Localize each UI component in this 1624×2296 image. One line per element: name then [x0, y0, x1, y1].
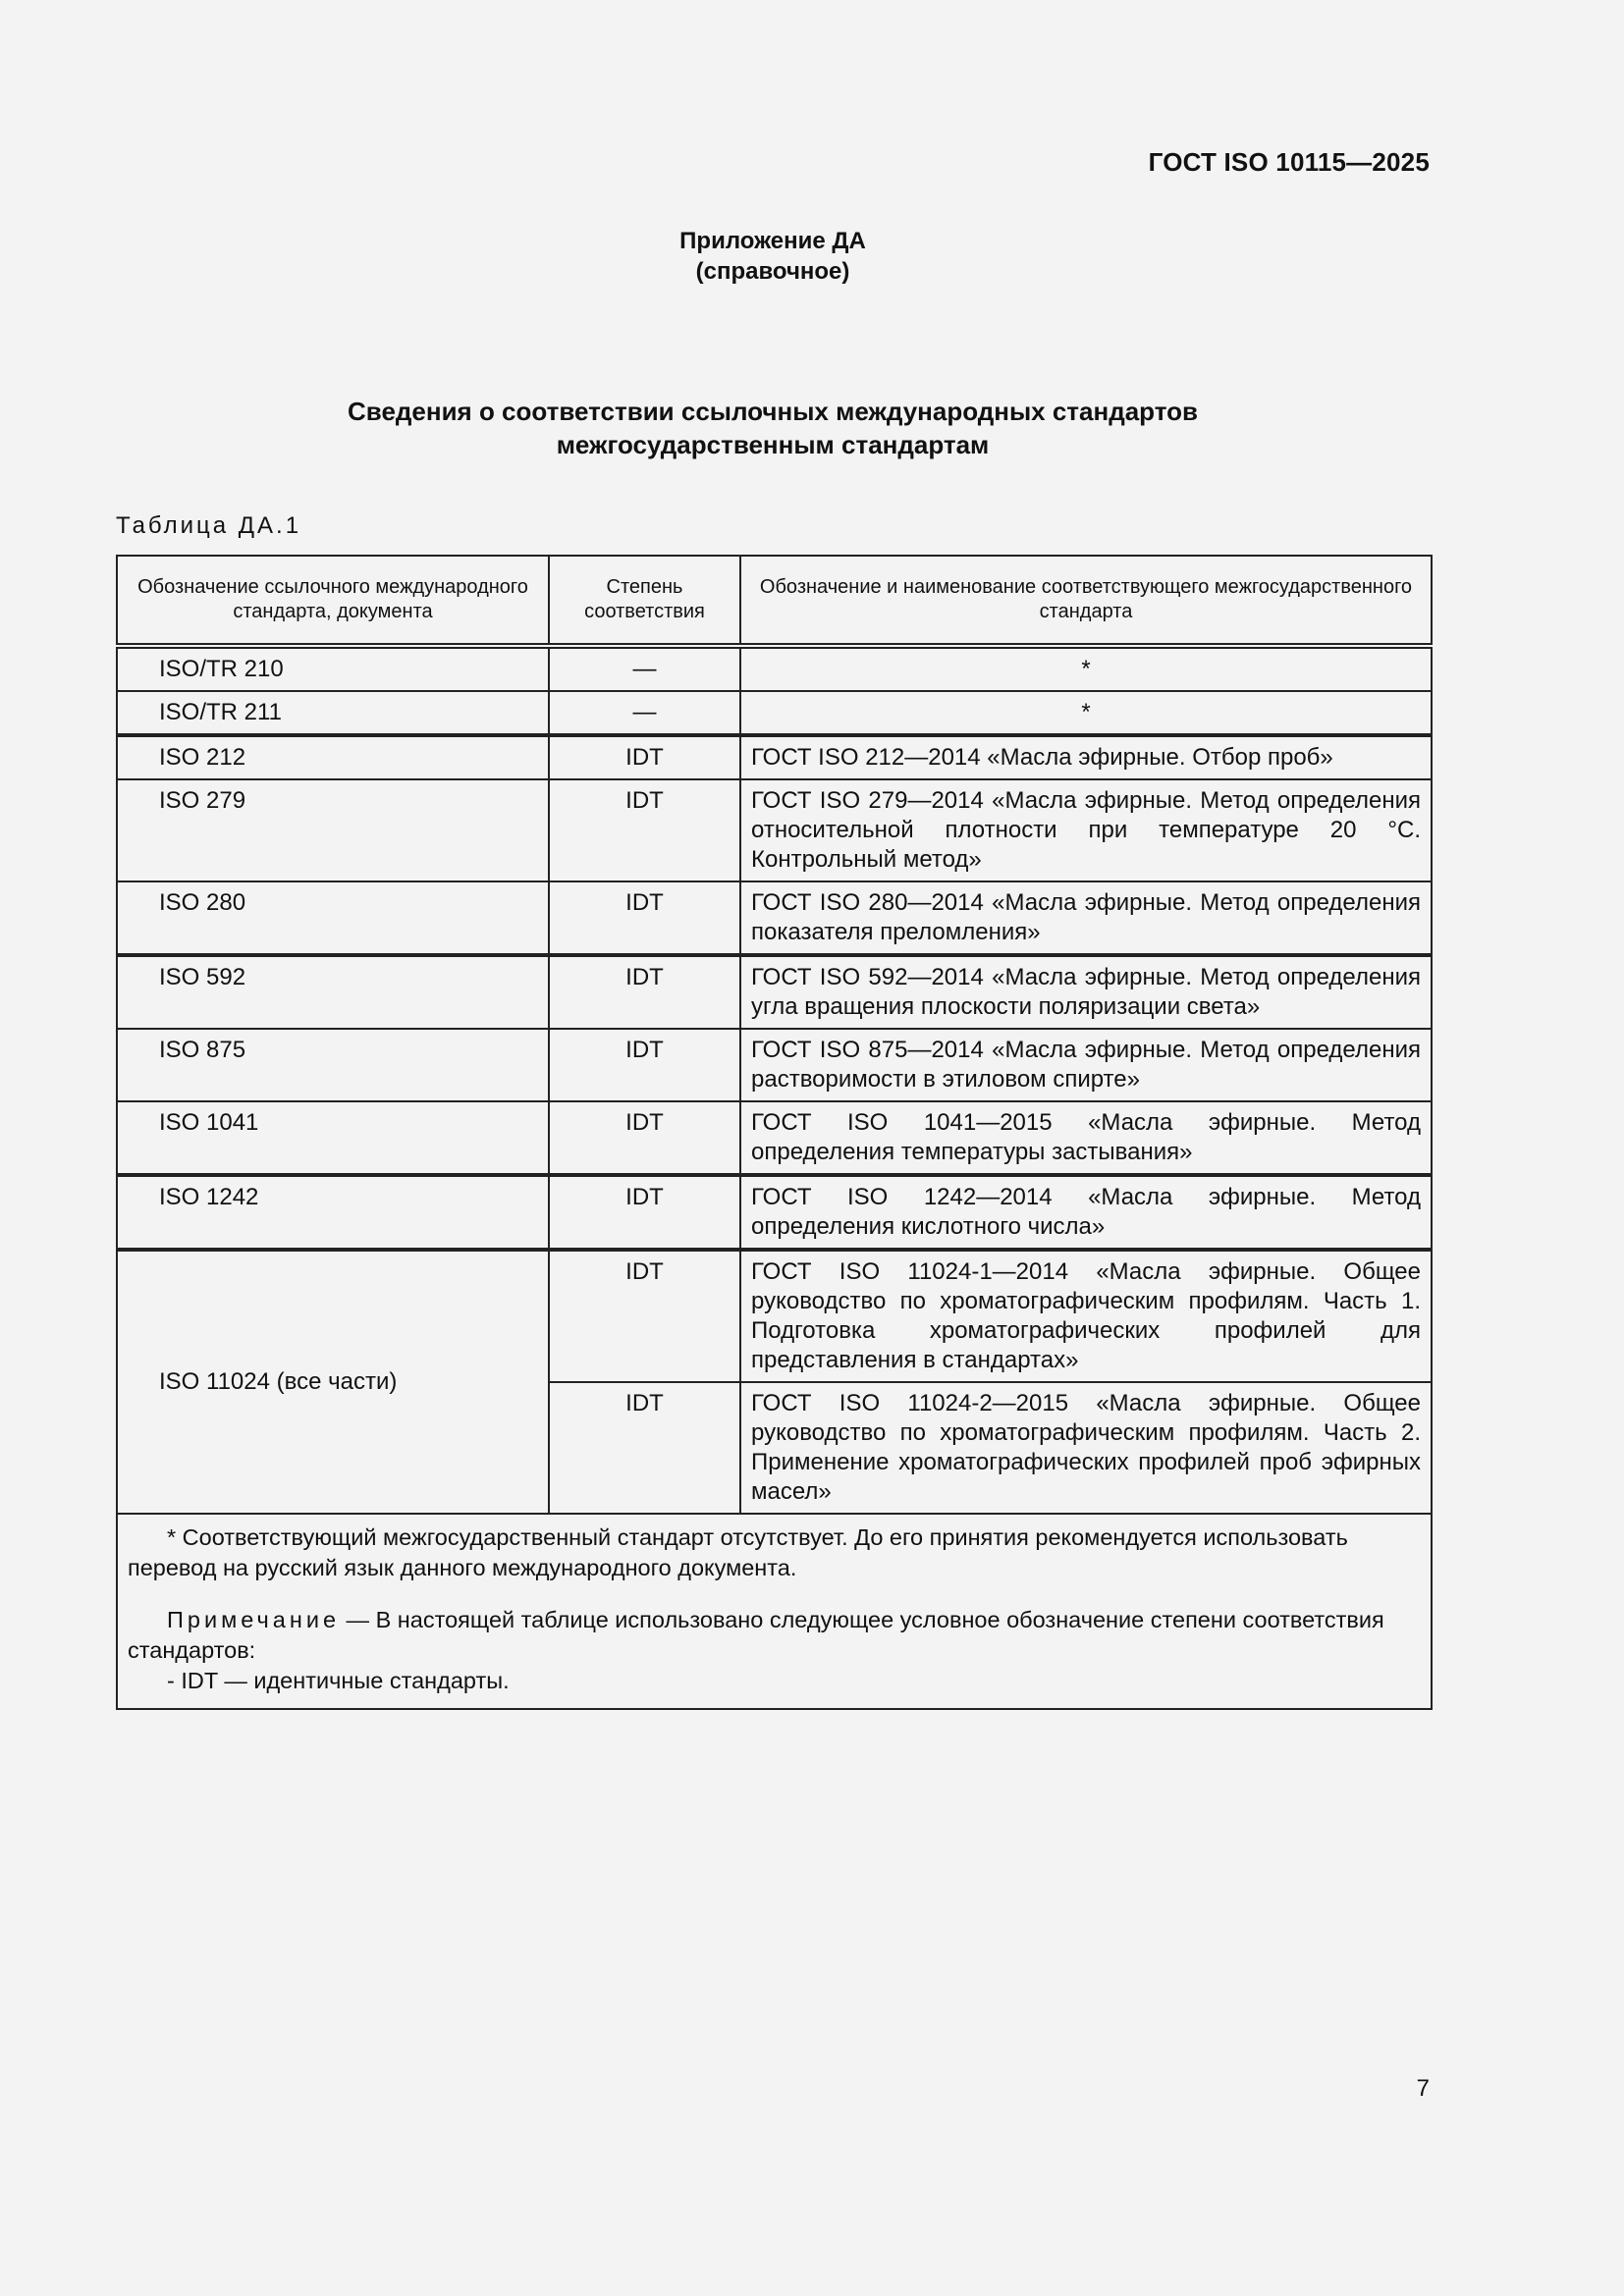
- row-standard-name: ГОСТ ISO 279—2014 «Масла эфирные. Метод определения относительной плотности при температуре 20 °С. Контрольный метод»: [740, 779, 1432, 881]
- row-standard-name: *: [740, 691, 1432, 735]
- page-number: 7: [1416, 2075, 1430, 2102]
- row-degree: IDT: [549, 1101, 740, 1175]
- table-notes: [117, 1514, 1432, 1709]
- row-degree: IDT: [549, 881, 740, 955]
- header-degree: Степень соответствия: [549, 556, 740, 646]
- row-degree: IDT: [549, 1250, 740, 1382]
- document-code: ГОСТ ISO 10115—2025: [1148, 147, 1430, 177]
- table-row: [117, 779, 1432, 881]
- table-row: [117, 955, 1432, 1029]
- table-row: [117, 691, 1432, 735]
- note-item: - IDT — идентичные стандарты.: [167, 1668, 510, 1693]
- table-row: [117, 1250, 1432, 1382]
- row-designation: ISO/TR 210: [117, 646, 549, 691]
- row-designation: ISO 279: [117, 779, 549, 881]
- note: [128, 1605, 1421, 1666]
- row-standard-name: ГОСТ ISO 280—2014 «Масла эфирные. Метод определения показателя преломления»: [740, 881, 1432, 955]
- header-designation: Обозначение ссылочного международного стандарта, документа: [117, 556, 549, 646]
- note-text: — В настоящей таблице использовано следующее условное обозначение степени соответствия стандартов:: [128, 1607, 1384, 1663]
- footnote: * Соответствующий межгосударственный стандарт отсутствует. До его принятия рекомендуется использовать перевод на русский язык данного международного документа.: [128, 1524, 1348, 1580]
- row-standard-name: *: [740, 646, 1432, 691]
- table-header-row: [117, 556, 1432, 646]
- note-label: Примечание: [167, 1607, 341, 1632]
- group-designation: ISO 11024 (все части): [117, 1250, 549, 1514]
- table-row: [117, 881, 1432, 955]
- row-designation: ISO/TR 211: [117, 691, 549, 735]
- row-designation: ISO 592: [117, 955, 549, 1029]
- row-standard-name: ГОСТ ISO 592—2014 «Масла эфирные. Метод определения угла вращения плоскости поляризации света»: [740, 955, 1432, 1029]
- row-standard-name: ГОСТ ISO 1242—2014 «Масла эфирные. Метод определения кислотного числа»: [740, 1175, 1432, 1250]
- table-row: [117, 646, 1432, 691]
- row-degree: IDT: [549, 1029, 740, 1101]
- row-degree: IDT: [549, 955, 740, 1029]
- annex-type: (справочное): [695, 258, 850, 285]
- table-row: [117, 735, 1432, 779]
- annex-heading: [0, 226, 1545, 287]
- table-notes-row: [117, 1514, 1432, 1709]
- annex-title-line-2: межгосударственным стандартам: [556, 430, 990, 459]
- row-degree: IDT: [549, 1175, 740, 1250]
- row-standard-name: ГОСТ ISO 11024-1—2014 «Масла эфирные. Общее руководство по хроматографическим профилям. Часть 1. Подготовка хроматографических профилей для представления в стандартах»: [740, 1250, 1432, 1382]
- row-standard-name: ГОСТ ISO 1041—2015 «Масла эфирные. Метод определения температуры застывания»: [740, 1101, 1432, 1175]
- row-designation: ISO 280: [117, 881, 549, 955]
- correspondence-table: [116, 555, 1433, 1710]
- row-degree: —: [549, 646, 740, 691]
- annex-title: [0, 395, 1545, 461]
- row-standard-name: ГОСТ ISO 11024-2—2015 «Масла эфирные. Общее руководство по хроматографическим профилям. Часть 2. Применение хроматографических профилей проб эфирных масел»: [740, 1382, 1432, 1514]
- table-row: [117, 1101, 1432, 1175]
- header-name: Обозначение и наименование соответствующего межгосударственного стандарта: [740, 556, 1432, 646]
- row-degree: IDT: [549, 1382, 740, 1514]
- annex-label: Приложение ДА: [679, 228, 866, 254]
- table-caption: Таблица ДА.1: [116, 512, 302, 539]
- annex-title-line-1: Сведения о соответствии ссылочных международных стандартов: [348, 397, 1198, 426]
- correspondence-table-container: [116, 555, 1431, 1710]
- table-row: [117, 1029, 1432, 1101]
- row-designation: ISO 875: [117, 1029, 549, 1101]
- table-row: [117, 1175, 1432, 1250]
- row-degree: IDT: [549, 779, 740, 881]
- row-standard-name: ГОСТ ISO 875—2014 «Масла эфирные. Метод определения растворимости в этиловом спирте»: [740, 1029, 1432, 1101]
- row-designation: ISO 212: [117, 735, 549, 779]
- row-designation: ISO 1041: [117, 1101, 549, 1175]
- row-degree: IDT: [549, 735, 740, 779]
- row-degree: —: [549, 691, 740, 735]
- row-designation: ISO 1242: [117, 1175, 549, 1250]
- row-standard-name: ГОСТ ISO 212—2014 «Масла эфирные. Отбор проб»: [740, 735, 1432, 779]
